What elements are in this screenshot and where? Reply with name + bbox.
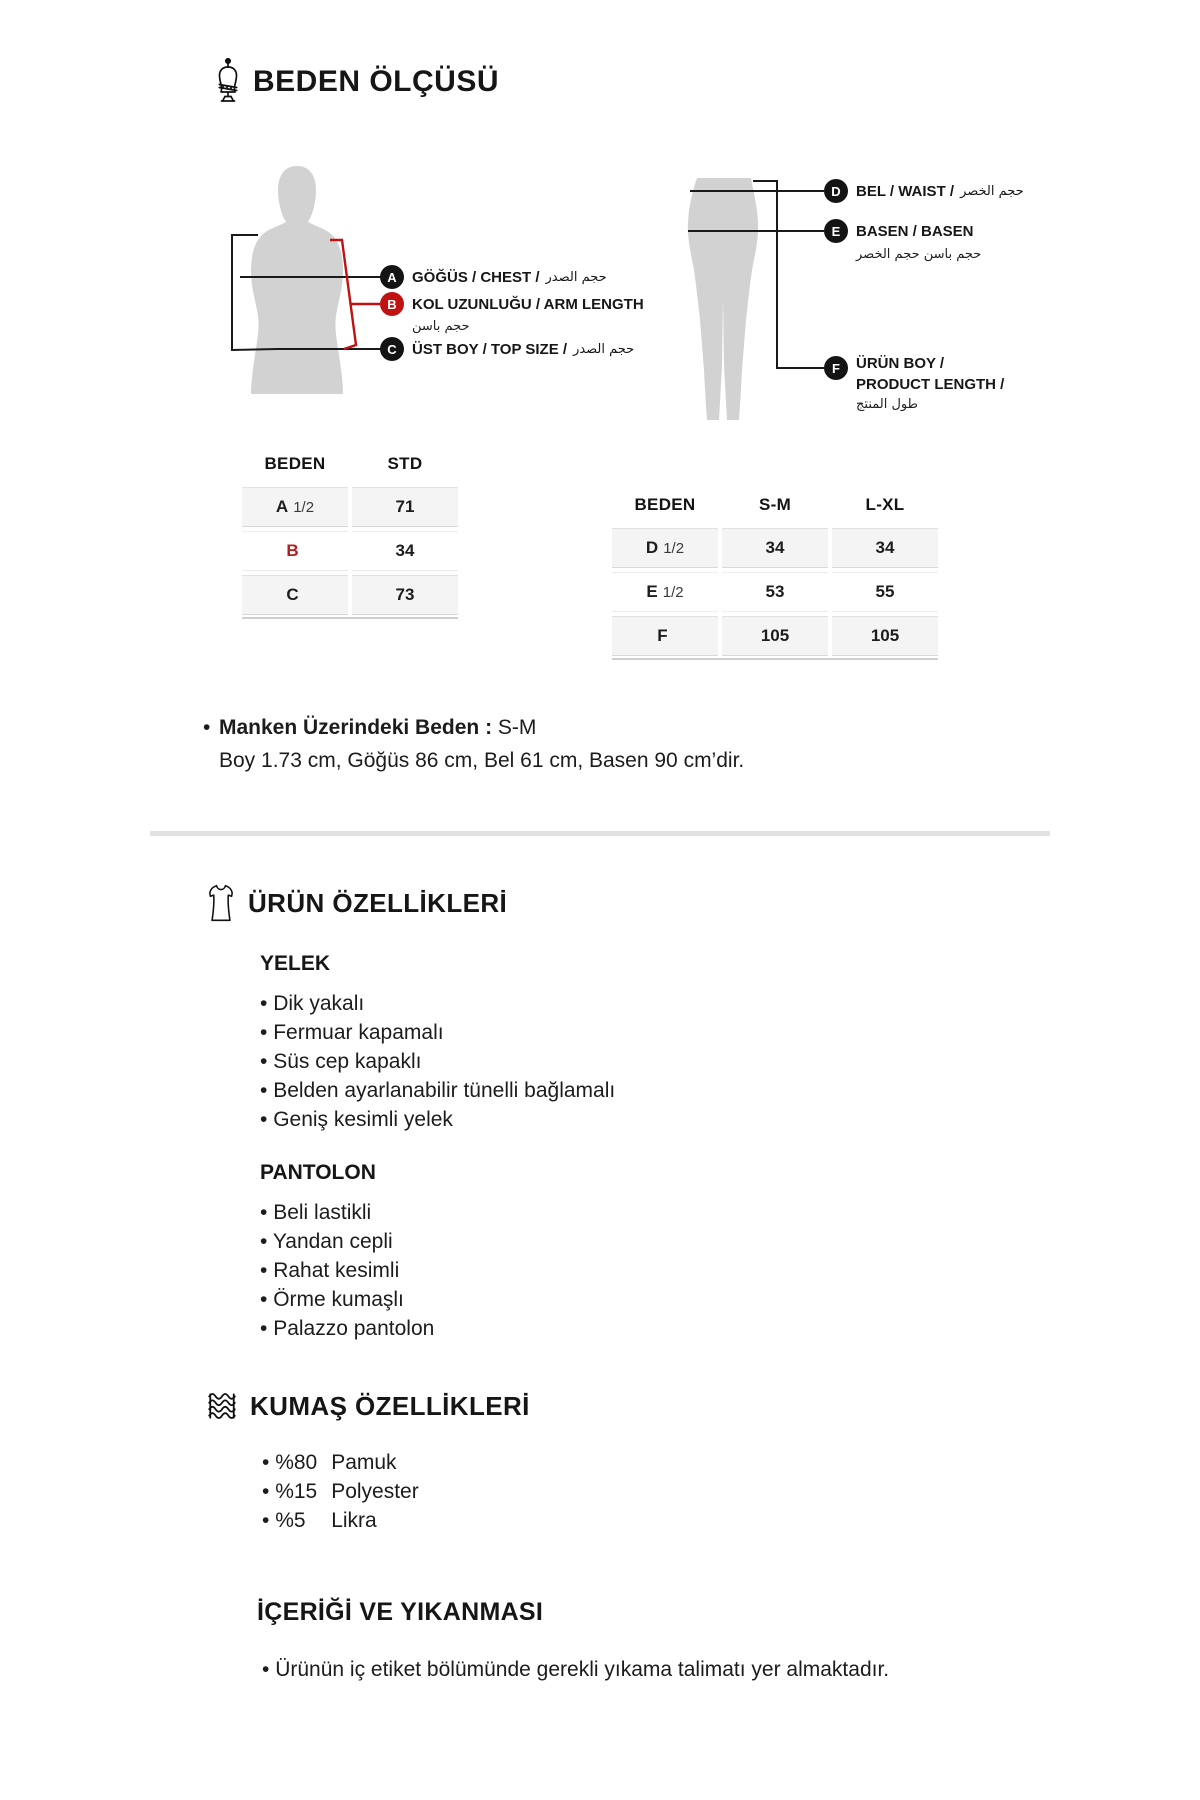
- row-label: A: [275, 497, 289, 516]
- row-label: E: [646, 582, 658, 601]
- label-product-length-arabic: طول المنتج: [856, 397, 918, 412]
- fabric-name: Pamuk: [331, 1451, 397, 1474]
- list-item: • Süs cep kapaklı: [260, 1047, 615, 1076]
- label-waist-arabic: حجم الخصر: [960, 183, 1024, 199]
- label-product-length-line2: PRODUCT LENGTH /: [856, 376, 1005, 393]
- fabric-weave-icon: [206, 1390, 238, 1422]
- care-section-header: [257, 1598, 543, 1627]
- value-cell: 55: [832, 572, 938, 612]
- marker-c: [380, 337, 404, 361]
- mannequin-measuring-tape-icon: [213, 58, 243, 105]
- label-hip: [856, 220, 974, 242]
- page-title: BEDEN ÖLÇÜSÜ: [253, 64, 500, 98]
- model-size-value: S-M: [497, 716, 537, 739]
- row-label: D: [645, 538, 659, 557]
- product-features-header: [206, 884, 507, 922]
- feature-group-vest: [260, 952, 615, 1134]
- label-arm-length-arabic: حجم باسن: [412, 319, 470, 334]
- marker-c-letter: C: [387, 341, 397, 357]
- value-cell: 34: [352, 531, 458, 571]
- marker-f: [824, 356, 848, 380]
- label-arm-length-text: KOL UZUNLUĞU / ARM LENGTH: [412, 295, 644, 313]
- marker-e-letter: E: [831, 223, 841, 239]
- marker-e: [824, 219, 848, 243]
- table-row: [612, 572, 938, 612]
- fabric-percent: %15: [275, 1480, 318, 1503]
- row-label-suffix: 1/2: [293, 498, 315, 516]
- list-item: • Dik yakalı: [260, 989, 615, 1018]
- value-cell: 71: [352, 487, 458, 527]
- label-top-size: [412, 338, 634, 360]
- fabric-percent: %80: [275, 1451, 318, 1474]
- dress-icon: [206, 884, 236, 922]
- top-size-table-header: [242, 447, 458, 481]
- list-item: • Belden ayarlanabilir tünelli bağlamalı: [260, 1076, 615, 1105]
- row-label-cell: [242, 531, 348, 571]
- label-hip-arabic: حجم باسن حجم الخصر: [856, 247, 982, 262]
- label-top-size-text: ÜST BOY / TOP SIZE /: [412, 340, 568, 358]
- feature-group-pants: [260, 1161, 615, 1343]
- feature-group-name: PANTOLON: [260, 1161, 376, 1184]
- model-size-line: [203, 716, 744, 740]
- table-row: [242, 487, 458, 527]
- value-cell: 53: [722, 572, 828, 612]
- label-chest: [412, 266, 607, 288]
- product-length-bracket: [753, 181, 824, 368]
- model-size-info: [203, 716, 744, 773]
- value-cell: 73: [352, 575, 458, 615]
- label-top-size-arabic: حجم الصدر: [573, 341, 635, 357]
- column-header: S-M: [758, 495, 792, 514]
- top-size-table: [242, 447, 458, 619]
- marker-b-letter: B: [387, 296, 397, 312]
- row-label: B: [286, 541, 299, 560]
- top-size-bracket: [232, 235, 277, 350]
- feature-list: [260, 989, 615, 1134]
- value-cell: 105: [722, 616, 828, 656]
- row-label-cell: [612, 528, 718, 568]
- bottom-size-table-header: [612, 488, 938, 522]
- bullet: •: [203, 716, 211, 739]
- fabric-item: [262, 1477, 419, 1506]
- care-section-title: İÇERİĞİ VE YIKANMASI: [257, 1598, 544, 1626]
- section-divider: [150, 831, 1050, 836]
- model-size-label: Manken Üzerindeki Beden :: [219, 716, 493, 739]
- column-header: BEDEN: [634, 495, 696, 514]
- row-label-cell: [612, 572, 718, 612]
- row-label: F: [657, 626, 668, 645]
- bottom-size-table: [612, 488, 938, 660]
- fabric-item: [262, 1506, 419, 1535]
- marker-d: [824, 179, 848, 203]
- label-waist-text: BEL / WAIST /: [856, 182, 955, 200]
- fabric-features-title: KUMAŞ ÖZELLİKLERİ: [250, 1390, 530, 1421]
- table-bottom-border: [612, 658, 938, 660]
- list-item: • Palazzo pantolon: [260, 1314, 615, 1343]
- product-features-body: [260, 952, 615, 1343]
- row-label-cell: [242, 575, 348, 615]
- row-label-cell: [242, 487, 348, 527]
- table-row: [612, 616, 938, 656]
- model-measurements: Boy 1.73 cm, Göğüs 86 cm, Bel 61 cm, Basen 90 cm’dir.: [219, 749, 745, 772]
- list-item: • Geniş kesimli yelek: [260, 1105, 615, 1134]
- care-item: • Ürünün iç etiket bölümünde gerekli yıkama talimatı yer almaktadır.: [262, 1655, 922, 1684]
- marker-b: [380, 292, 404, 316]
- list-item: • Beli lastikli: [260, 1198, 615, 1227]
- column-header: L-XL: [865, 495, 905, 514]
- label-chest-text: GÖĞÜS / CHEST /: [412, 268, 540, 286]
- table-row: [242, 531, 458, 571]
- list-item: • Rahat kesimli: [260, 1256, 615, 1285]
- label-product-length: [856, 353, 1004, 412]
- column-header: STD: [387, 454, 423, 473]
- fabric-list: [262, 1448, 419, 1535]
- label-hip-text: BASEN / BASEN: [856, 222, 974, 240]
- arm-length-line: [330, 240, 356, 349]
- label-waist: [856, 180, 1024, 202]
- list-item: • Örme kumaşlı: [260, 1285, 615, 1314]
- fabric-name: Polyester: [331, 1480, 419, 1503]
- marker-a-letter: A: [387, 269, 397, 285]
- label-arm-length: [412, 293, 644, 315]
- feature-list: [260, 1198, 615, 1343]
- marker-f-letter: F: [832, 360, 840, 376]
- table-row: [612, 528, 938, 568]
- label-chest-arabic: حجم الصدر: [545, 269, 607, 285]
- marker-d-letter: D: [831, 183, 841, 199]
- row-label-suffix: 1/2: [662, 583, 684, 601]
- fabric-features-header: [206, 1390, 530, 1422]
- value-cell: 34: [722, 528, 828, 568]
- care-list: [262, 1655, 922, 1684]
- row-label-suffix: 1/2: [663, 539, 685, 557]
- label-product-length-line1: ÜRÜN BOY /: [856, 355, 945, 372]
- row-label-cell: [612, 616, 718, 656]
- feature-group-name: YELEK: [260, 952, 331, 975]
- value-cell: 105: [832, 616, 938, 656]
- fabric-item: [262, 1448, 419, 1477]
- table-row: [242, 575, 458, 615]
- size-guide-header: [213, 58, 499, 105]
- list-item: • Yandan cepli: [260, 1227, 615, 1256]
- marker-a: [380, 265, 404, 289]
- column-header: BEDEN: [264, 454, 326, 473]
- row-label: C: [286, 585, 299, 604]
- value-cell: 34: [832, 528, 938, 568]
- list-item: • Fermuar kapamalı: [260, 1018, 615, 1047]
- table-bottom-border: [242, 617, 458, 619]
- fabric-percent: %5: [275, 1509, 306, 1532]
- product-features-title: ÜRÜN ÖZELLİKLERİ: [248, 887, 508, 918]
- fabric-name: Likra: [331, 1509, 377, 1532]
